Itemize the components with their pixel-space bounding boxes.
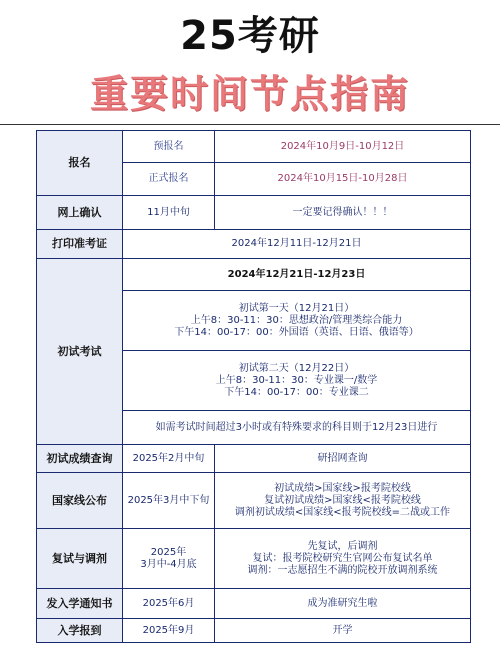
row-signup-pre (37, 131, 471, 163)
row-label-score: 初试成绩查询 (37, 445, 123, 473)
print-time: 2024年12月11日-12月21日 (123, 230, 471, 259)
row-label-notice: 发入学通知书 (37, 589, 123, 619)
exam-day2-pm: 下午14：00-17：00：专业课二 (224, 386, 369, 398)
exam-range: 2024年12月21日-12月23日 (123, 259, 471, 291)
exam-day1-am: 上午8：30-11：30：思想政治/管理类综合能力 (190, 314, 403, 326)
national-time: 2025年3月中下旬 (123, 473, 215, 529)
exam-day1-title: 初试第一天（12月21日） (238, 302, 355, 314)
confirm-note: 一定要记得确认！！！ (215, 196, 471, 230)
confirm-time: 11月中旬 (123, 196, 215, 230)
retest-line3: 调剂：一志愿招生不满的院校开放调剂系统 (247, 564, 438, 576)
retest-time-line2: 3月中-4月底 (140, 558, 197, 570)
score-time: 2025年2月中旬 (123, 445, 215, 473)
enroll-note: 开学 (215, 619, 471, 643)
row-enroll (37, 619, 471, 643)
row-label-enroll: 入学报到 (37, 619, 123, 643)
formal-signup-name: 正式报名 (123, 163, 215, 196)
national-line2: 复试初试成绩>国家线<报考院校线 (264, 494, 421, 506)
pre-signup-name: 预报名 (123, 131, 215, 163)
exam-day2-title: 初试第二天（12月22日） (238, 362, 355, 374)
notice-time: 2025年6月 (123, 589, 215, 619)
retest-time-line1: 2025年 (150, 546, 187, 558)
page-title: 25考研 (180, 13, 320, 59)
row-score (37, 445, 471, 473)
schedule-table (36, 130, 471, 643)
retest-time (123, 529, 215, 589)
row-exam-range (37, 259, 471, 291)
pre-signup-date: 2024年10月9日-10月12日 (215, 131, 471, 163)
national-line1: 初试成绩>国家线>报考院校线 (274, 482, 411, 494)
row-label-print: 打印准考证 (37, 230, 123, 259)
retest-detail (215, 529, 471, 589)
retest-line1: 先复试，后调剂 (307, 540, 378, 552)
row-print (37, 230, 471, 259)
row-national (37, 473, 471, 529)
page-subtitle: 重要时间节点指南 (89, 72, 410, 116)
notice-note: 成为准研究生啦 (215, 589, 471, 619)
national-line3: 调剂初试成绩<国家线<报考院校线=二战或工作 (234, 506, 451, 518)
row-retest (37, 529, 471, 589)
formal-signup-date: 2024年10月15日-10月28日 (215, 163, 471, 196)
row-label-exam: 初试考试 (37, 259, 123, 445)
row-label-national: 国家线公布 (37, 473, 123, 529)
header-divider (0, 124, 500, 125)
retest-line2: 复试：报考院校研究生官网公布复试名单 (252, 552, 433, 564)
score-note: 研招网查询 (215, 445, 471, 473)
row-confirm (37, 196, 471, 230)
exam-day2-am: 上午8：30-11：30：专业课一/数学 (215, 374, 378, 386)
national-detail (215, 473, 471, 529)
row-label-signup: 报名 (37, 131, 123, 196)
exam-day2 (123, 351, 471, 411)
enroll-time: 2025年9月 (123, 619, 215, 643)
exam-note: 如需考试时间超过3小时或有特殊要求的科目则于12月23日进行 (123, 411, 471, 445)
row-label-retest: 复试与调剂 (37, 529, 123, 589)
row-notice (37, 589, 471, 619)
exam-day1 (123, 291, 471, 351)
exam-day1-pm: 下午14：00-17：00：外国语（英语、日语、俄语等） (174, 326, 419, 338)
row-label-confirm: 网上确认 (37, 196, 123, 230)
